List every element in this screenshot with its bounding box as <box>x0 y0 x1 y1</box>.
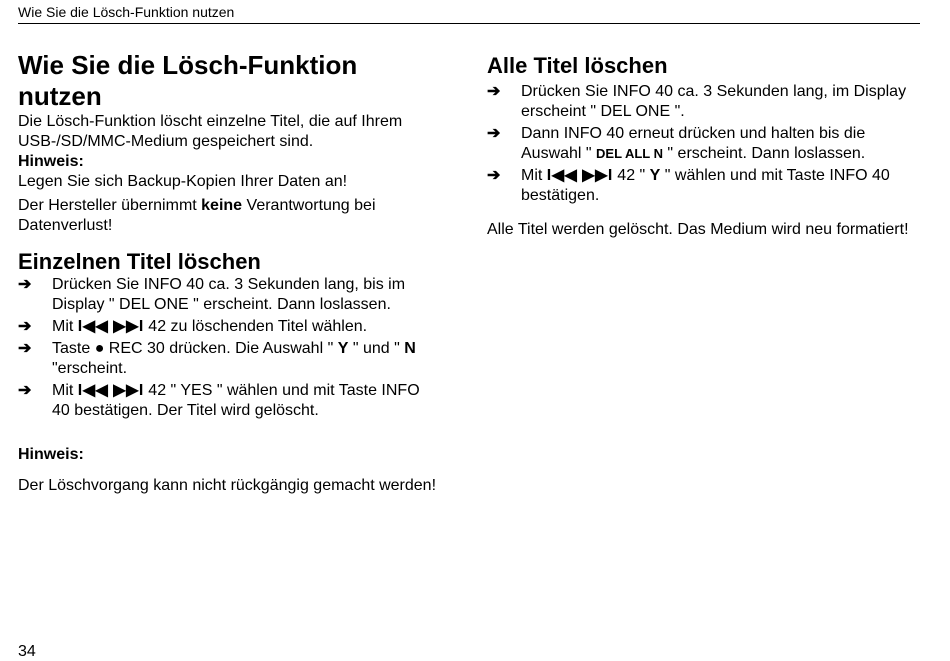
skip-buttons-icon: I◀◀ ▶▶I <box>546 167 613 184</box>
skip-buttons-icon: I◀◀ ▶▶I <box>77 318 144 335</box>
step-text-mid2: " und " <box>348 340 405 357</box>
step-text-pre: Mit <box>52 318 78 335</box>
step-text-post: 42 " YES " wählen und mit Taste INFO 40 bestätigen. Der Titel wird gelöscht. <box>52 382 420 419</box>
arrow-icon: ➔ <box>487 125 501 142</box>
note-text: Legen Sie sich Backup-Kopien Ihrer Daten an! <box>18 173 348 190</box>
disclaimer-bold: keine <box>201 197 243 214</box>
option-del-all-n: DEL ALL N <box>596 146 663 161</box>
note-label: Hinweis: <box>18 153 84 170</box>
arrow-icon: ➔ <box>18 318 32 335</box>
all-delete-steps <box>487 82 917 206</box>
section-heading-single: Einzelnen Titel löschen <box>18 249 261 274</box>
step-text-pre: Mit <box>521 167 547 184</box>
single-delete-steps <box>18 275 438 421</box>
step-text: Drücken Sie INFO 40 ca. 3 Sekunden lang, im Display erscheint " DEL ONE ". <box>521 83 907 120</box>
list-item <box>18 381 438 421</box>
list-item <box>487 82 917 122</box>
step-text-pre: Mit <box>52 382 78 399</box>
note2-label: Hinweis: <box>18 446 84 463</box>
section-heading-all: Alle Titel löschen <box>487 53 668 78</box>
option-n: N <box>404 340 416 357</box>
step-text-post: " wählen und mit Taste INFO 40 bestätigen. <box>521 167 890 204</box>
step-text-pre: Dann INFO 40 erneut drücken und halten bis die Auswahl " <box>521 125 866 162</box>
step-text: Drücken Sie INFO 40 ca. 3 Sekunden lang, bis im Display " DEL ONE " erscheint. Dann loslassen. <box>52 276 406 313</box>
disclaimer-text <box>18 196 438 236</box>
step-text-post: " erscheint. Dann loslassen. <box>662 145 866 162</box>
disclaimer-pre: Der Hersteller übernimmt <box>18 197 202 214</box>
record-dot-icon: ● <box>94 340 105 357</box>
step-text-mid: 42 " <box>612 167 650 184</box>
step-text-mid: REC 30 drücken. Die Auswahl " <box>104 340 338 357</box>
option-y: Y <box>649 167 661 184</box>
note2-text: Der Löschvorgang kann nicht rückgängig gemacht werden! <box>18 477 437 494</box>
closing-text: Alle Titel werden gelöscht. Das Medium wird neu formatiert! <box>487 221 909 238</box>
step-text-pre: Taste <box>52 340 95 357</box>
skip-buttons-icon: I◀◀ ▶▶I <box>77 382 144 399</box>
option-y: Y <box>337 340 349 357</box>
arrow-icon: ➔ <box>18 382 32 399</box>
list-item <box>487 166 917 206</box>
arrow-icon: ➔ <box>18 340 32 357</box>
page-number: 34 <box>18 643 36 660</box>
list-item <box>18 339 438 379</box>
disclaimer-post: Verantwortung bei Datenverlust! <box>18 197 376 234</box>
step-text-post: 42 zu löschenden Titel wählen. <box>143 318 368 335</box>
running-header <box>18 4 920 24</box>
page-title: Wie Sie die Lösch-Funktion nutzen <box>18 50 358 111</box>
right-column <box>487 52 917 240</box>
list-item <box>18 275 438 315</box>
intro-text: Die Lösch-Funktion löscht einzelne Titel, die auf Ihrem USB-/SD/MMC-Medium gespeichert sind. <box>18 113 403 150</box>
list-item <box>18 317 438 337</box>
arrow-icon: ➔ <box>487 83 501 100</box>
arrow-icon: ➔ <box>487 167 501 184</box>
list-item <box>487 124 917 164</box>
step-text-post: "erscheint. <box>52 360 128 377</box>
header-title: Wie Sie die Lösch-Funktion nutzen <box>18 4 235 20</box>
left-column <box>18 50 438 496</box>
arrow-icon: ➔ <box>18 276 32 293</box>
